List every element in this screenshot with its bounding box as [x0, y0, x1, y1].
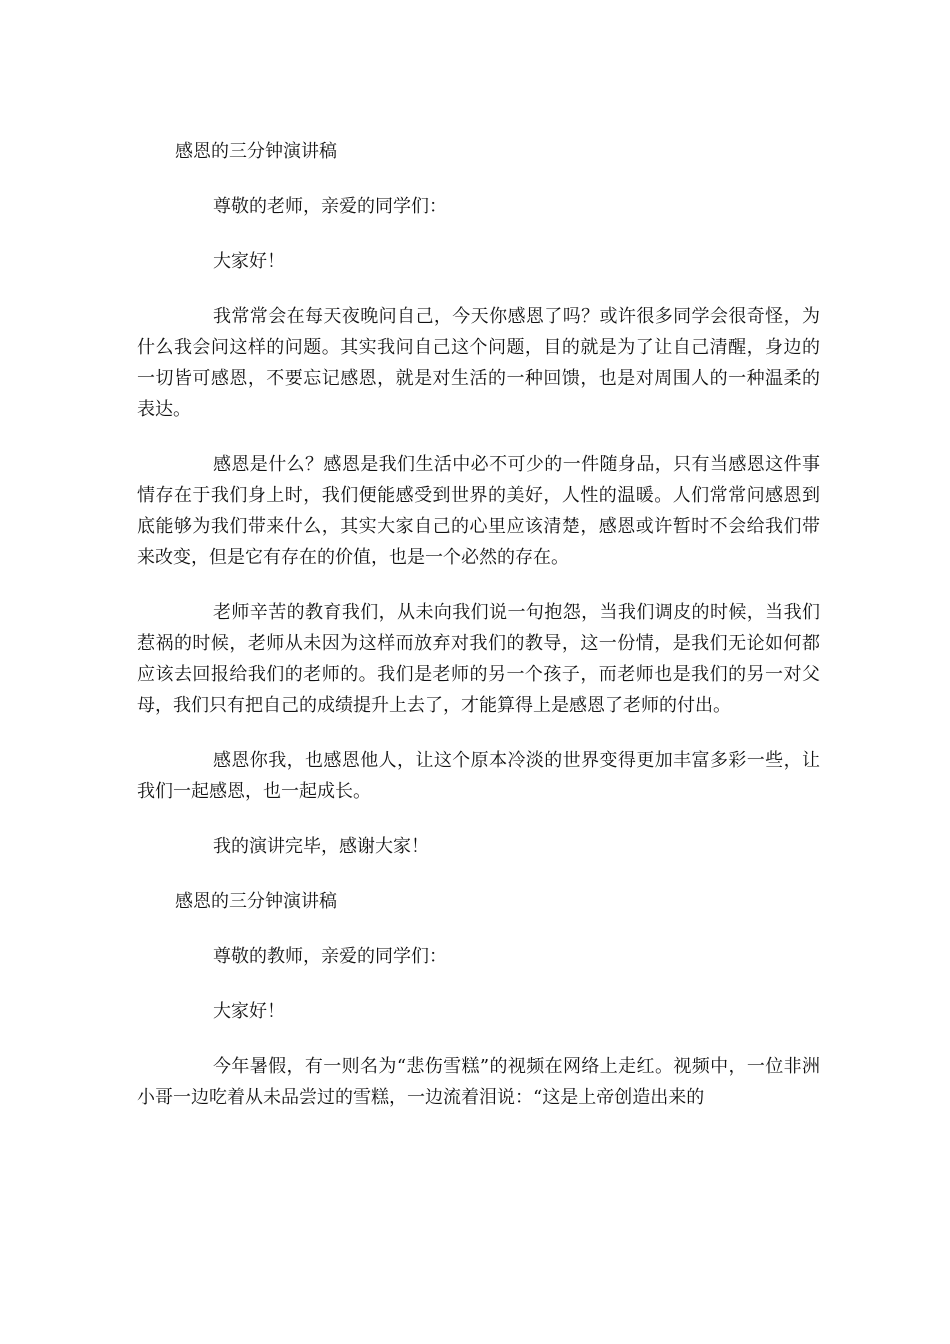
section-1-title: 感恩的三分钟演讲稿 [175, 141, 337, 162]
section-2-salutation: 尊敬的教师，亲爱的同学们： [213, 946, 447, 967]
section-2-greeting: 大家好！ [213, 1001, 285, 1022]
section-1-closing: 我的演讲完毕，感谢大家！ [213, 836, 429, 857]
section-2-title: 感恩的三分钟演讲稿 [175, 891, 337, 912]
section-1-paragraph-3: 老师辛苦的教育我们，从未向我们说一句抱怨，当我们调皮的时候，当我们惹祸的时候，老师从未因为这样而放弃对我们的教导，这一份情，是我们无论如何都应该去回报给我们的老师的。我们是老师的另一个孩子，而老师也是我们的另一对父母，我们只有把自己的成绩提升上去了，才能算得上是感恩了老师的付出。 [137, 602, 820, 716]
section-1-greeting: 大家好！ [213, 251, 285, 272]
section-1-paragraph-2: 感恩是什么？感恩是我们生活中必不可少的一件随身品，只有当感恩这件事情存在于我们身上时，我们便能感受到世界的美好，人性的温暖。人们常常问感恩到底能够为我们带来什么，其实大家自己的心里应该清楚，感恩或许暂时不会给我们带来改变，但是它有存在的价值，也是一个必然的存在。 [137, 454, 820, 568]
document-body [137, 136, 820, 1137]
section-1-paragraph-4: 感恩你我，也感恩他人，让这个原本冷淡的世界变得更加丰富多彩一些，让我们一起感恩，也一起成长。 [137, 750, 820, 802]
section-2-paragraph-1: 今年暑假，有一则名为“悲伤雪糕”的视频在网络上走红。视频中，一位非洲小哥一边吃着从未品尝过的雪糕，一边流着泪说：“这是上帝创造出来的 [137, 1056, 820, 1108]
section-1-salutation: 尊敬的老师，亲爱的同学们： [213, 196, 447, 217]
section-1-paragraph-1: 我常常会在每天夜晚问自己，今天你感恩了吗？或许很多同学会很奇怪，为什么我会问这样的问题。其实我问自己这个问题，目的就是为了让自己清醒，身边的一切皆可感恩，不要忘记感恩，就是对生活的一种回馈，也是对周围人的一种温柔的表达。 [137, 306, 820, 420]
